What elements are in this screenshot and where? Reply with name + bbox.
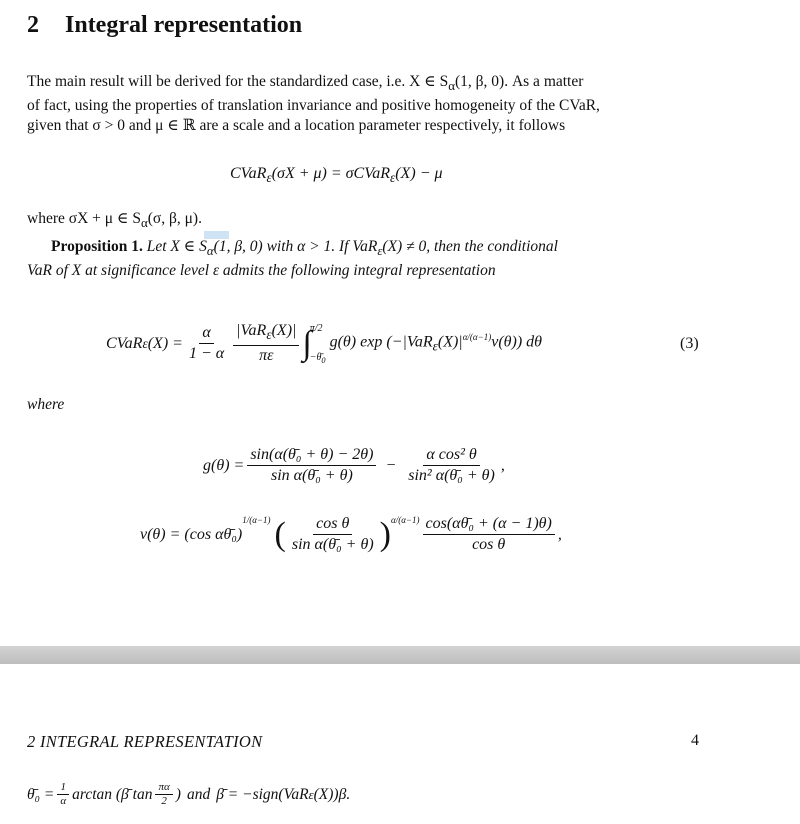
integral-sign: ∫ [302,324,312,362]
page-separator [0,646,800,664]
intro-line-1: The main result will be derived for the standardized case, i.e. X ∈ $S_\alpha(1$, β, 0). As a matter [27,73,584,94]
fraction-var: $\frac{|VaR_\varepsilon(X)|}{\pi\varepsilon}$ [233,322,299,365]
g-definition: g(θ) = $\frac{\text{sin(α(θ̄₀ + θ) − 2θ)}}{\text{sin α(θ̄₀ + θ)}}$ − $\frac{\text{α cos² θ}}{\text{sin² α(θ̄₀ + θ)}}$ , [203,446,505,484]
intro-line-3: given that σ > 0 and μ ∈ ℝ are a scale and a location parameter respectively, it follows [27,117,566,135]
proposition-1: Proposition 1. Let X ∈ $S_\alpha(1$, β, 0) with α > 1. If VaR$_\varepsilon$(X) ≠ 0, then the conditional VaR of X at significance level ε admits the following integral representation [27,238,558,280]
proposition-label: Proposition 1. [51,238,143,255]
where-label: where [27,396,65,413]
where-line: where σX + μ ∈ $S_\alpha(\sigma$, β, μ). [27,210,202,231]
section-heading [27,12,302,39]
intro-line-2: of fact, using the properties of translation invariance and positive homogeneity of the CVaR, [27,97,600,115]
v-definition: v(θ) = (cos αθ̄₀) 1/(α−1) ( $\frac{\text{cos θ}}{\text{sin α(θ̄₀ + θ)}}$ ) $^{\alpha/(\alpha-1)}$ $\frac{\text{cos(αθ̄₀ + (α − 1)θ)}}{\text{cos θ}}$ , [140,515,562,553]
theta-beta-definition: θ̄₀ = $\frac{1}{\alpha}$ arctan (β̄ tan $\frac{\pi\alpha}{2}$ ) and β̄ = −sign(VaR ε (X))β. [27,781,351,807]
equation-3: CVaR ε (X) = $\frac{\alpha}{1 - \alpha}$ $\frac{|VaR_\varepsilon(X)|}{\pi\varepsilon}$ ∫ π/2 $-\thetā_0$ g(θ) $\exp (-|VaR_\varepsilon(X)|^{\alpha/(\alpha-1)}v(\theta))$ dθ [106,322,543,365]
homogeneity-equation: CVaR$_\varepsilon$(σX + μ) = σCVaR$_\varepsilon$(X) − μ [230,165,443,186]
intro-paragraph [27,72,707,136]
integral: ∫ π/2 $-\thetā_0$ [302,322,326,365]
page-number: 4 [691,732,699,749]
section-number: 2 [27,12,39,38]
fraction-alpha: $\frac{\alpha}{1 - \alpha}$ [188,324,225,363]
running-header-title: 2 INTEGRAL REPRESENTATION [27,732,263,751]
equation-number: (3) [680,335,699,352]
document-page-4 [0,664,800,824]
section-title: Integral representation [65,12,303,38]
